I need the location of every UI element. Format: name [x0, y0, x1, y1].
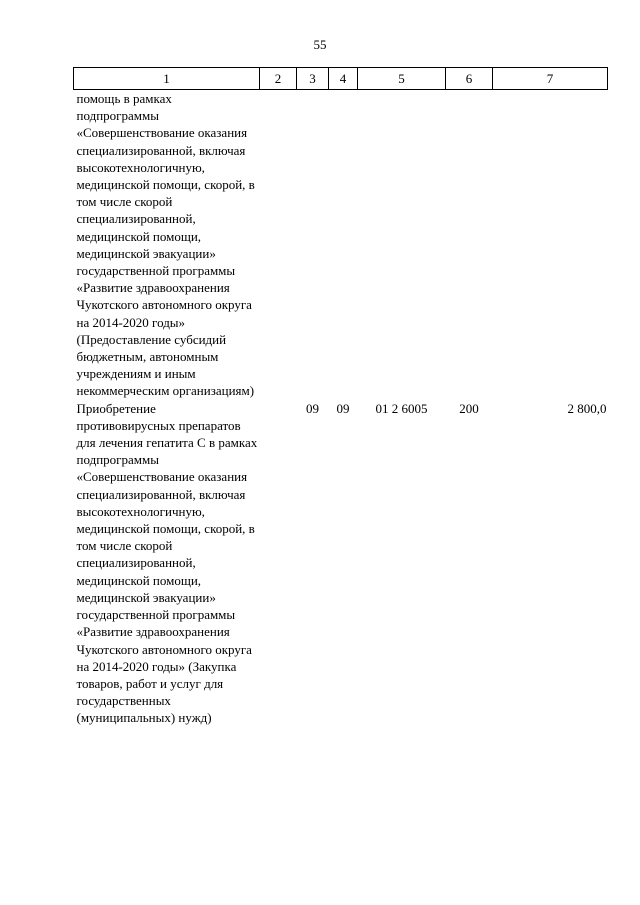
column-header-3: 3 [297, 68, 329, 90]
column-header-2: 2 [260, 68, 297, 90]
row-amount [493, 90, 608, 400]
row-target-article: 01 2 6005 [375, 400, 428, 416]
row-description: Приобретение противовирусных препаратов для лечения гепатита С в рамках подпрограммы «Совершенствование оказания специализированной, включая высокотехнологичную, медицинской помощи, скорой, в том числе скорой специализированной, медицинской помощи, медицинской эвакуации» государственной программы «Развитие здравоохранения Чукотского автономного округа на 2014-2020 годы» (Закупка товаров, работ и услуг для государственных (муниципальных) нужд) [76, 400, 258, 726]
row-col2 [260, 90, 297, 400]
row-expense-type [446, 90, 493, 400]
row-target-article [358, 90, 446, 400]
row-amount: 2 800,0 [567, 400, 607, 416]
row-section: 09 [306, 400, 319, 416]
table-row [74, 90, 608, 400]
row-expense-type: 200 [459, 400, 479, 416]
budget-table [73, 67, 608, 727]
column-header-1: 1 [74, 68, 260, 90]
row-subsection: 09 [336, 400, 350, 416]
column-header-6: 6 [446, 68, 493, 90]
row-description: помощь в рамках подпрограммы «Совершенствование оказания специализированной, включая высокотехнологичную, медицинской помощи, скорой, в том числе скорой специализированной, медицинской помощи, медицинской эвакуации» государственной программы «Развитие здравоохранения Чукотского автономного округа на 2014-2020 годы» (Предоставление субсидий бюджетным, автономным учреждениям и иным некоммерческим организациям) [76, 91, 255, 399]
column-header-4: 4 [329, 68, 358, 90]
table-header-row [74, 68, 608, 90]
column-header-5: 5 [358, 68, 446, 90]
row-section [297, 90, 329, 400]
column-header-7: 7 [493, 68, 608, 90]
row-subsection [329, 90, 358, 400]
table-row [74, 400, 608, 727]
row-col2 [260, 400, 297, 727]
page-number: 55 [313, 37, 327, 52]
